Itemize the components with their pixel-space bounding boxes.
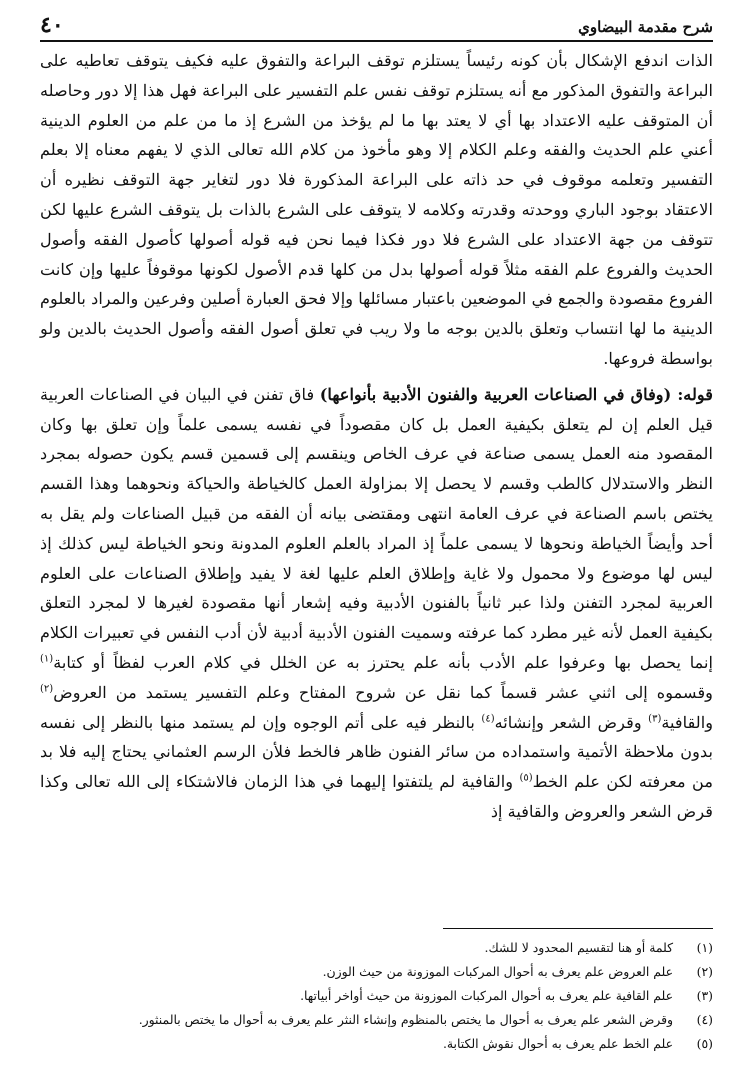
footnote-item [40,1032,713,1056]
footnote-item [40,984,713,1008]
footnote-number: (٢) [696,964,713,979]
footnote-number: (٣) [696,988,713,1003]
footnote-divider [443,928,713,929]
paragraph-2-part-5: بالنظر فيه على أتم الوجوه وإن لم يستمد منها بالنظر إلى نفسه بدون ملاحظة الأتمية واستمداده من سائر الفنون ظاهر فالخط فلأن الرسم العثماني يحتاج إليه فلا بد من معرفته لكن علم الخط [40,712,713,792]
footnote-text: علم العروض علم يعرف به أحوال المركبات الموزونة من حيث الوزن. [322,964,673,979]
footnote-ref-1[interactable]: (١) [40,653,54,665]
footnote-ref-5[interactable]: (٥) [519,772,533,784]
footnote-ref-4[interactable]: (٤) [481,713,495,725]
footnote-number: (٥) [696,1036,713,1051]
paragraph-2 [40,380,713,827]
running-title: شرح مقدمة البيضاوي [578,18,713,36]
footnote-item [40,936,713,960]
footnote-item [40,960,713,984]
footnote-text: كلمة أو هنا لتقسيم المحدود لا للشك. [484,940,673,955]
paragraph-2-part-1: فاق تفنن في البيان في الصناعات العربية قيل العلم إن لم يتعلق بكيفية العمل بل كان مقصوداً في نفسه يسمى علماً وإن تعلق بها وكان المقصود منه العمل يسمى صناعة في عرف الخاص وينقسم إلى قسمين قسم يكون حصوله بمجرد النظر والاستدلال كالطب وقسم لا يحصل إلا بمزاولة العمل كالخياطة والحياكة ونحوهما وهذا القسم يختص باسم الصناعة في عرف العامة انتهى ومقتضى بيانه أن الفقه من قبيل الصناعات ولم يقل به أحد وأيضاً الخياطة ونحوها لا يسمى علماً إذ المراد بالعلم العلوم المدونة ونحو الخياطة ليس كذلك إذ ليس لها موضوع ولا محمول ولا غاية وإطلاق العلم عليها لغة لا يفيد وإطلاق الصناعات على العلوم العربية لمجرد التفنن ولذا عبر ثانياً بالفنون الأدبية وفيه إشعار أنها مقصودة لغيرها لا لمجرد التعلق بكيفية العمل لأنه غير مطرد كما عرفته وسميت الفنون الأدبية أدبية لأن أدب النفس في تعبيرات الكلام إنما يحصل بها وعرفوا علم الأدب بأنه علم يحترز به عن الخلل في كلام العرب لفظاً أو كتابة [40,384,713,672]
page-header [40,8,713,42]
footnote-item [40,1008,713,1032]
paragraph-2-part-2: وقسموه إلى اثني عشر قسماً كما نقل عن شروح المفتاح وعلم التفسير يستمد من العروض [53,682,713,702]
lemma-heading: قوله: (وفاق في الصناعات العربية والفنون الأدبية بأنواعها) [319,384,713,404]
footnotes [40,936,713,1056]
paragraph-2-part-6: والقافية لم يلتفتوا إليهما في هذا الزمان فالاشتكاء إلى الله تعالى وكذا قرض الشعر والعروض والقافية إذ [40,772,713,821]
footnote-ref-2[interactable]: (٢) [40,683,54,695]
header-rule [40,40,713,42]
footnote-text: علم الخط علم يعرف به أحوال نقوش الكتابة. [442,1036,673,1051]
footnote-text: وقرض الشعر علم يعرف به أحوال ما يختص بالمنظوم وإنشاء النثر علم يعرف به أحوال ما يختص بالمنثور. [138,1012,673,1027]
paragraph-2-part-3: والقافية [661,712,714,732]
main-text [40,46,713,827]
footnote-text: علم القافية علم يعرف به أحوال المركبات الموزونة من حيث أواخر أبياتها. [300,988,673,1003]
footnote-number: (١) [696,940,713,955]
paragraph-1: الذات اندفع الإشكال بأن كونه رئيساً يستلزم توقف البراعة والتفوق عليه فكيف يتوقف تعاطيه على البراعة والتفوق المذكور مع أنه يستلزم توقف نفس علم التفسير على البراعة فهل هذا إلا دور وحاصله أن المتوقف عليه الاعتداد بها أي لا يعتد بها ما لم يؤخذ من الشرع إذ ما من علم من العلوم الدينية أعني علم الحديث والفقه وعلم الكلام إلا وهو مأخوذ من كلام الله تعالى الذي لا يفهم معناه إلا بعلم التفسير وتعلمه موقوف في حد ذاته على البراعة المذكورة فلا دور لتغاير جهة التوقف نظيره أن الاعتقاد بوجود الباري ووحدته وقدرته وكلامه لا يتوقف على الشرع بالذات بل يتوقف الشرع عليها لكن تتوقف من جهة الاعتداد على الشرع فلا دور فكذا فيما نحن فيه قوله أصولها كأصول الفقه وأصول الحديث والفروع علم الفقه مثلاً قوله أصولها بدل من كلها قدم الأصول لكونها موقوفاً عليها وإن كانت الفروع مقصودة والجمع في الموضعين باعتبار مسائلها وإلا فحق العبارة أصلين وفرعين والمراد بالعلوم الدينية ما لها انتساب وتعلق بالدين بوجه ما ولا ريب في تعلق أصول الفقه وأصول الحديث بالدين ولو بواسطة فروعها. [40,51,713,368]
paragraph-2-part-4: وقرض الشعر وإنشائه [494,712,649,732]
footnote-ref-3[interactable]: (٣) [648,713,662,725]
page-number: ٤٠ [40,12,64,38]
footnote-number: (٤) [696,1012,713,1027]
